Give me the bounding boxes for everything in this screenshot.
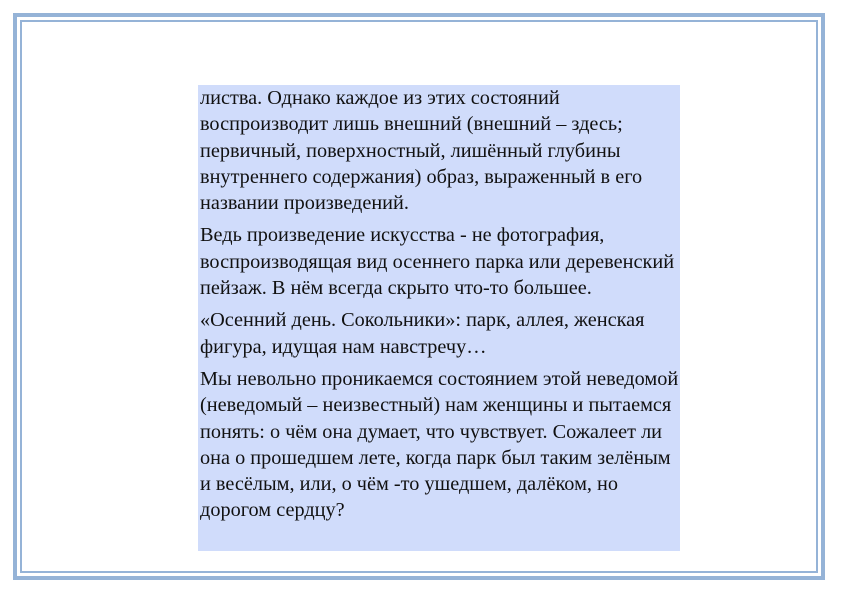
paragraph-2: Ведь произведение искусства - не фотография, воспроизводящая вид осеннего парка или деревенский пейзаж. В нём всегда скрыто что-то большее. (200, 224, 675, 300)
paragraph-3: «Осенний день. Сокольники»: парк, аллея, женская фигура, идущая нам навстречу… (200, 309, 645, 358)
paragraph-1: листва. Однако каждое из этих состояний воспроизводит лишь внешний (внешний – здесь; первичный, поверхностный, лишённый глубины внутреннего содержания) образ, выраженный в его названии произведений. (200, 87, 643, 215)
highlighted-text-block (198, 85, 680, 551)
paragraph-4: Мы невольно проникаемся состоянием этой неведомой (неведомый – неизвестный) нам женщины и пытаемся понять: о чём она думает, что чувствует. Сожалеет ли она о прошедшем лете, когда парк был таким зелёным и весёлым, или, о чём -то ушедшем, далёком, но дорогом сердцу? (200, 367, 679, 522)
